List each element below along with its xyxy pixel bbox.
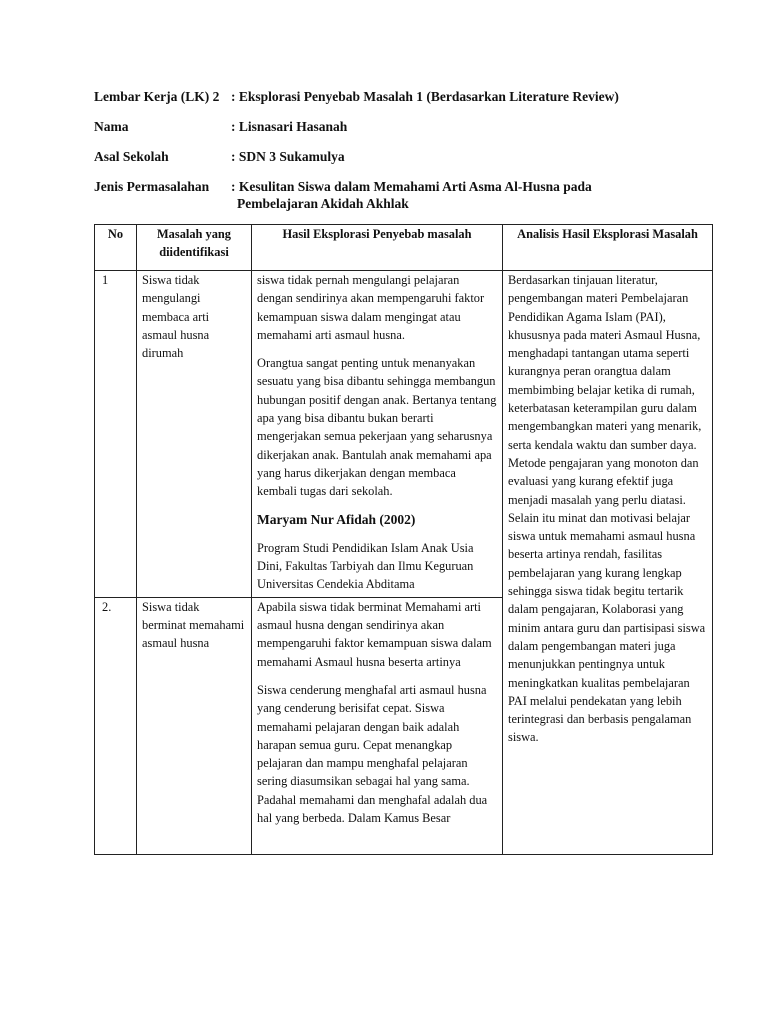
row-number: 1 [95, 271, 137, 598]
reference-affiliation: Program Studi Pendidikan Islam Anak Usia Dini, Fakultas Tarbiyah dan Ilmu Keguruan Universitas Cendekia Abditama [257, 540, 474, 592]
sekolah-label: Asal Sekolah [94, 149, 169, 164]
hasil-paragraph: Orangtua sangat penting untuk menanyakan sesuatu yang bisa dibantu sehingga membangun hubungan positif dengan anak. Bertanya tentang apa yang bisa dibantu bukan berarti mengerjakan semua pekerjaan yang seharusnya dikerjakan anak. Bantulah anak memahami apa yang harus dikerjakan dengan membaca kembali tugas dari sekolah. [257, 356, 497, 499]
nama-label: Nama [94, 119, 129, 134]
sekolah-value: : SDN 3 Sukamulya [231, 149, 345, 164]
worksheet-title: : Eksplorasi Penyebab Masalah 1 (Berdasarkan Literature Review) [231, 89, 619, 104]
nama-value: : Lisnasari Hasanah [231, 119, 348, 134]
worksheet-label: Lembar Kerja (LK) 2 [94, 89, 220, 104]
jenis-value-line2: Pembelajaran Akidah Akhlak [237, 196, 409, 211]
table-row [95, 271, 713, 598]
analisis-cell: Berdasarkan tinjauan literatur, pengembangan materi Pembelajaran Pendidikan Agama Islam (PAI), khususnya pada materi Asmaul Husna, menghadapi tantangan utama seperti kurangnya peran orangtua dalam membimbing belajar ketika di rumah, keterbatasan keterampilan guru dalam mengembangkan materi yang menarik, serta kendala waktu dan sumber daya. Metode pengajaran yang monoton dan evaluasi yang kurang efektif juga menjadi masalah yang perlu diatasi. Selain itu minat dan motivasi belajar siswa untuk memahami asmaul husna beserta artinya rendah, fasilitas pembelajaran yang kurang lengkap sehingga siswa tidak begitu tertarik dalam pengajaran, Kolaborasi yang minim antara guru dan partisipasi siswa dalam pengembangan materi juga menunjukkan pentingnya untuk meningkatkan kualitas pembelajaran PAI melalui pendekatan yang lebih terintegrasi dan berbasis pengalaman siswa. [503, 271, 713, 855]
hasil-paragraph: siswa tidak pernah mengulangi pelajaran dengan sendirinya akan mempengaruhi faktor kemampuan siswa dalam mengingat atau memahami arti asmaul husna. [257, 273, 485, 342]
jenis-value-line1: : Kesulitan Siswa dalam Memahami Arti Asma Al-Husna pada [231, 179, 592, 194]
header-hasil: Hasil Eksplorasi Penyebab masalah [252, 225, 503, 271]
hasil-paragraph: Siswa cenderung menghafal arti asmaul husna yang cenderung berisifat cepat. Siswa memahami pelajaran dengan baik adalah harapan semua guru. Cepat menangkap pelajaran dan mampu menghafal pelajaran sering diasumsikan sebagai hal yang sama. Padahal memahami dan menghafal adalah dua hal yang berbeda. Dalam Kamus Besar [257, 682, 488, 826]
header-masalah: Masalah yang diidentifikasi [137, 225, 252, 271]
masalah-cell: Siswa tidak berminat memahami asmaul husna [137, 597, 252, 854]
header-no: No [95, 225, 137, 271]
table-header-row [95, 225, 713, 271]
exploration-table [94, 224, 713, 855]
row-number: 2. [95, 597, 137, 854]
jenis-label: Jenis Permasalahan [94, 179, 210, 194]
masalah-cell: Siswa tidak mengulangi membaca arti asmaul husna dirumah [137, 271, 252, 598]
header-analisis: Analisis Hasil Eksplorasi Masalah [503, 225, 713, 271]
hasil-paragraph: Apabila siswa tidak berminat Memahami arti asmaul husna dengan sendirinya akan mempengaruhi faktor kemampuan siswa dalam memahami Asmaul husna beserta artinya [257, 599, 492, 669]
reference-author: Maryam Nur Afidah (2002) [257, 511, 416, 527]
hasil-cell [252, 597, 503, 854]
hasil-cell [252, 271, 503, 598]
